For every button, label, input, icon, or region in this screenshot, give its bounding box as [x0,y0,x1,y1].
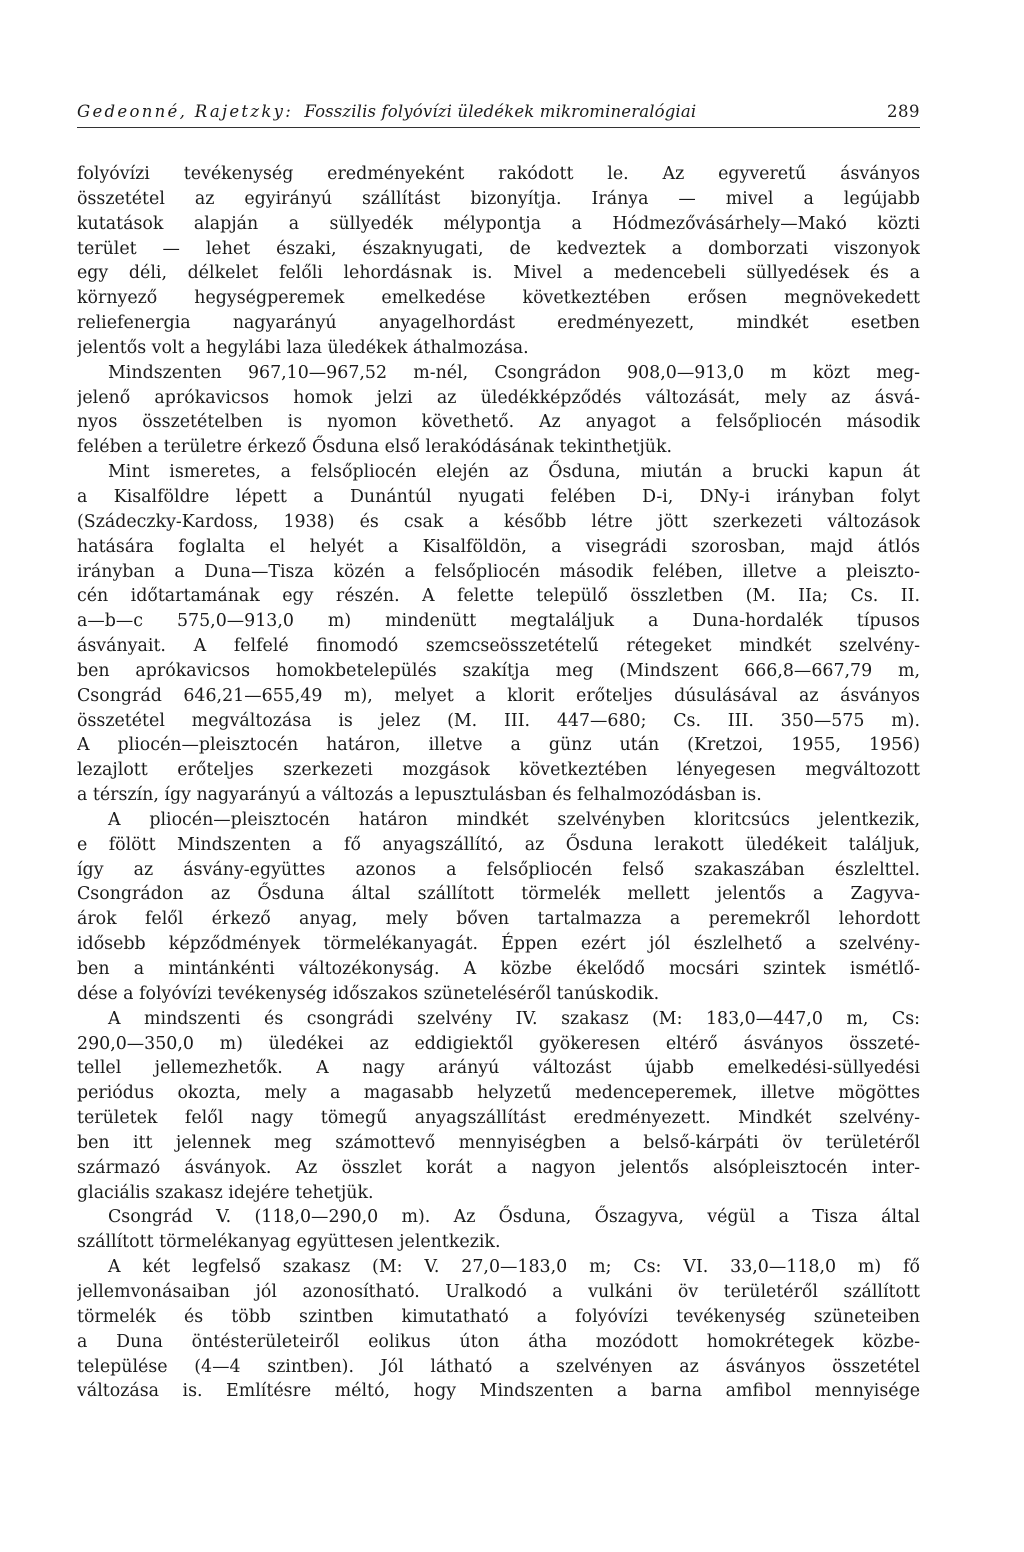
text-line: lezajlott erőteljes szerkezeti mozgások következtében lényegesen megváltozott [77,760,920,781]
text-line: felében a területre érkező Ősduna első lerakódásának tekinthetjük. [77,437,673,458]
text-line: hatására foglalta el helyét a Kisalföldön, a visegrádi szorosban, majd átlós [77,536,920,557]
text-line: glaciális szakasz idejére tehetjük. [77,1182,374,1203]
text-line: tellel jellemezhetők. A nagy arányú változást újabb emelkedési-süllyedési [77,1058,920,1079]
text-line: kutatások alapján a süllyedék mélypontja a Hódmezővásárhely—Makó közti [77,213,920,234]
text-line: Mindszenten 967,10—967,52 m-nél, Csongrádon 908,0—913,0 m közt meg- [108,362,920,383]
page-number: 289 [887,102,920,121]
text-line: A pliocén—pleisztocén határon mindkét szelvényben kloritcsúcs jelentkezik, [108,809,920,830]
text-line: periódus okozta, mely a magasabb helyzetű medenceperemek, illetve mögöttes [77,1083,920,1104]
text-line: Csongrád V. (118,0—290,0 m). Az Ősduna, Őszagyva, végül a Tisza által [108,1207,920,1228]
text-line: idősebb képződmények törmelékanyagát. Éppen ezért jól észlelhető a szelvény- [77,934,920,955]
text-line: A mindszenti és csongrádi szelvény IV. szakasz (M: 183,0—447,0 m, Cs: [108,1008,920,1029]
text-line: szállított törmelékanyag együttesen jelentkezik. [77,1232,501,1253]
text-line: összetétel megváltozása is jelez (M. III. 447—680; Cs. III. 350—575 m). [77,710,920,731]
text-line: 290,0—350,0 m) üledékei az eddigiektől gyökeresen eltérő ásványos összeté- [77,1033,920,1054]
body-text [77,162,920,1404]
text-line: a térszín, így nagyarányú a változás a lepusztulásban és felhalmozódásban is. [77,785,762,806]
text-line: törmelék és több szintben kimutatható a folyóvízi tevékenység szüneteiben [77,1306,920,1327]
text-line: környező hegységperemek emelkedése következtében erősen megnövekedett [77,288,920,309]
text-line: ben aprókavicsos homokbetelepülés szakítja meg (Mindszent 666,8—667,79 m, [77,660,920,681]
text-line: A pliocén—pleisztocén határon, illetve a günz után (Kretzoi, 1955, 1956) [77,735,920,756]
text-line: a Duna öntésterületeiről eolikus úton átha mozódott homokrétegek közbe- [77,1331,920,1352]
text-line: A két legfelső szakasz (M: V. 27,0—183,0 m; Cs: VI. 33,0—118,0 m) fő [108,1257,920,1278]
header-authors: Gedeonné, Rajetzky: [77,102,294,121]
text-line: folyóvízi tevékenység eredményeként rakódott le. Az egyveretű ásványos [77,164,920,184]
text-line: egy déli, délkelet felőli lehordásnak is. Mivel a medencebeli süllyedések és a [77,263,920,284]
running-header [77,97,920,128]
text-line: e fölött Mindszenten a fő anyagszállító, az Ősduna lerakott üledékeit találjuk, [77,834,920,855]
text-line: terület — lehet északi, északnyugati, de kedveztek a domborzati viszonyok [77,238,920,259]
text-line: származó ásványok. Az összlet korát a nagyon jelentős alsópleisztocén inter- [77,1157,920,1178]
text-line: Csongrádon az Ősduna által szállított törmelék mellett jelentős a Zagyva- [77,884,920,905]
text-line: változása is. Említésre méltó, hogy Mindszenten a barna amfibol mennyisége [77,1381,920,1402]
text-line: ben a mintánkénti változékonyság. A közbe ékelődő mocsári szintek ismétlő- [77,959,920,979]
text-line: dése a folyóvízi tevékenység időszakos szüneteléséről tanúskodik. [77,983,660,1004]
text-line: a Kisalföldre lépett a Dunántúl nyugati felében D-i, DNy-i irányban folyt [77,486,920,507]
text-line: a—b—c 575,0—913,0 m) mindenütt megtaláljuk a Duna-hordalék típusos [77,611,920,632]
text-line: Mint ismeretes, a felsőpliocén elején az Ősduna, miután a brucki kapun át [108,462,920,483]
text-line: (Szádeczky-Kardoss, 1938) és csak a később létre jött szerkezeti változások [77,511,920,532]
text-line: nyos összetételben is nyomon követhető. Az anyagot a felsőpliocén második [77,412,920,433]
text-line: területek felől nagy tömegű anyagszállítást eredményezett. Mindkét szelvény- [77,1108,920,1129]
text-line: cén időtartamának egy részén. A felette települő összletben (M. IIa; Cs. II. [77,586,920,607]
text-line: irányban a Duna—Tisza közén a felsőpliocén második felében, illetve a pleiszto- [77,561,920,582]
text-line: települése (4—4 szintben). Jól látható a szelvényen az ásványos összetétel [77,1356,920,1377]
text-line: ben itt jelennek meg számottevő mennyiségben a belső-kárpáti öv területéről [77,1132,920,1153]
text-line: így az ásvány-együttes azonos a felsőpliocén felső szakaszában észlelttel. [77,859,920,880]
text-line: Csongrád 646,21—655,49 m), melyet a klorit erőteljes dúsulásával az ásványos [77,685,920,706]
text-line: összetétel az egyirányú szállítást bizonyítja. Iránya — mivel a legújabb [77,188,920,209]
text-line: reliefenergia nagyarányú anyagelhordást eredményezett, mindkét esetben [77,313,920,334]
text-line: jelenő aprókavicsos homok jelzi az üledékképződés változását, mely az ásvá- [77,387,920,408]
header-title: Fosszilis folyóvízi üledékek mikromineralógiai [304,102,697,121]
text-line: jellemvonásaiban jól azonosítható. Uralkodó a vulkáni öv területéről szállított [77,1281,920,1302]
text-line: ásványait. A felfelé finomodó szemcseösszetételű rétegeket mindkét szelvény- [77,636,920,657]
text-line: árok felől érkező anyag, mely bőven tartalmazza a peremekről lehordott [77,909,920,930]
text-line: jelentős volt a hegylábi laza üledékek áthalmozása. [77,337,529,358]
